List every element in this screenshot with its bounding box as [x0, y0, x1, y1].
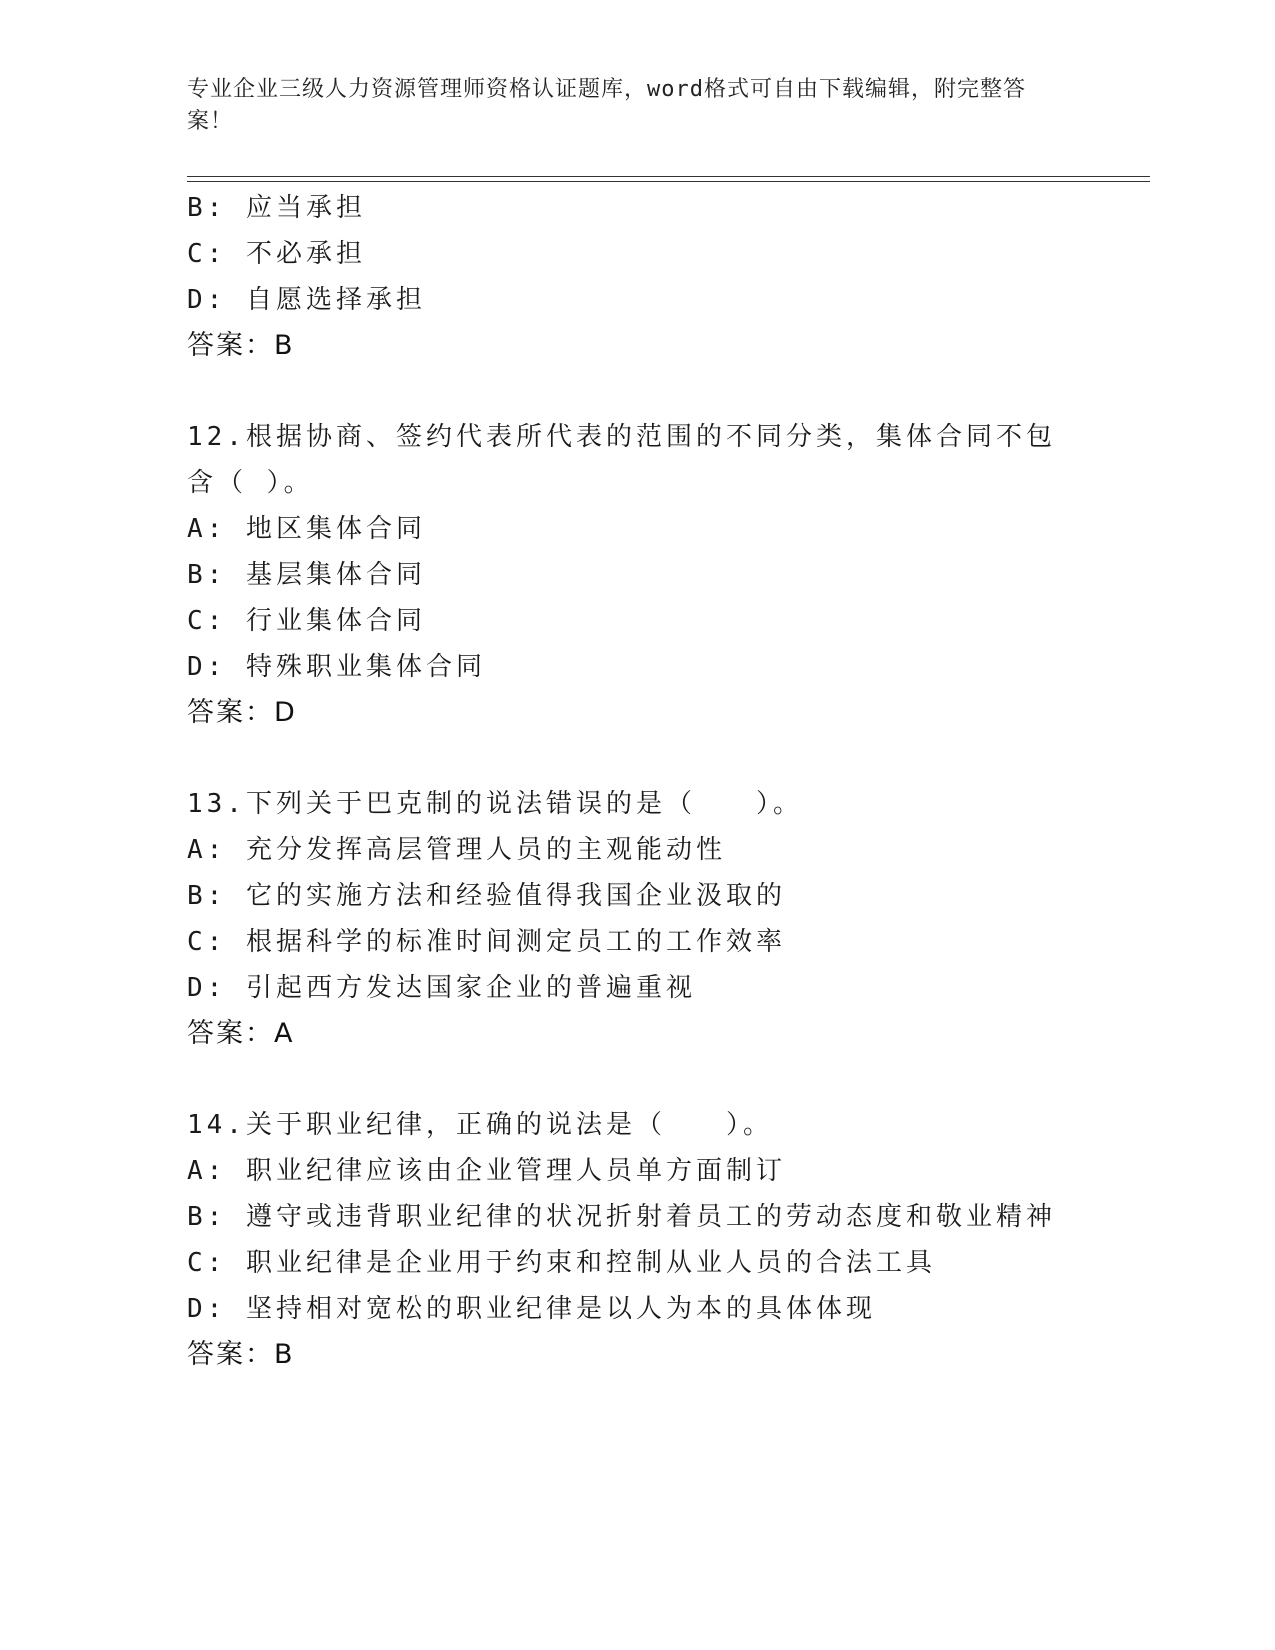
spacer	[187, 369, 1147, 414]
question-list	[187, 185, 1147, 1378]
option-a: A: 地区集体合同	[187, 514, 426, 544]
option-d: D: 引起西方发达国家企业的普遍重视	[187, 973, 696, 1003]
option-c: C: 根据科学的标准时间测定员工的工作效率	[187, 927, 786, 957]
option-b: B: 应当承担	[187, 193, 366, 223]
option-b: B: 遵守或违背职业纪律的状况折射着员工的劳动态度和敬业精神	[187, 1202, 1056, 1232]
option-c: C: 行业集体合同	[187, 606, 426, 636]
question-block-13	[187, 781, 1147, 1057]
page-header: 专业企业三级人力资源管理师资格认证题库，word格式可自由下载编辑，附完整答案！	[187, 77, 1026, 134]
option-b: B: 基层集体合同	[187, 560, 426, 590]
question-block-12	[187, 414, 1147, 736]
option-d: D: 自愿选择承担	[187, 285, 426, 315]
question-stem: 14.关于职业纪律，正确的说法是（ ）。	[187, 1110, 773, 1140]
question-stem: 13.下列关于巴克制的说法错误的是（ ）。	[187, 789, 803, 819]
option-a: A: 充分发挥高层管理人员的主观能动性	[187, 835, 726, 865]
option-c: C: 不必承担	[187, 239, 366, 269]
answer-line: 答案：D	[187, 697, 297, 728]
option-d: D: 特殊职业集体合同	[187, 652, 486, 682]
answer-line: 答案：B	[187, 330, 295, 361]
option-d: D: 坚持相对宽松的职业纪律是以人为本的具体体现	[187, 1294, 876, 1324]
question-stem: 12.根据协商、签约代表所代表的范围的不同分类，集体合同不包含（ ）。	[187, 422, 1056, 498]
header-divider-top	[187, 176, 1150, 177]
question-block-continued	[187, 185, 1147, 369]
header-divider-bottom	[187, 181, 1150, 182]
spacer	[187, 736, 1147, 781]
answer-line: 答案：A	[187, 1018, 295, 1049]
option-a: A: 职业纪律应该由企业管理人员单方面制订	[187, 1156, 786, 1186]
question-block-14	[187, 1102, 1147, 1378]
spacer	[187, 1057, 1147, 1102]
option-c: C: 职业纪律是企业用于约束和控制从业人员的合法工具	[187, 1248, 936, 1278]
option-b: B: 它的实施方法和经验值得我国企业汲取的	[187, 881, 786, 911]
answer-line: 答案：B	[187, 1339, 295, 1370]
